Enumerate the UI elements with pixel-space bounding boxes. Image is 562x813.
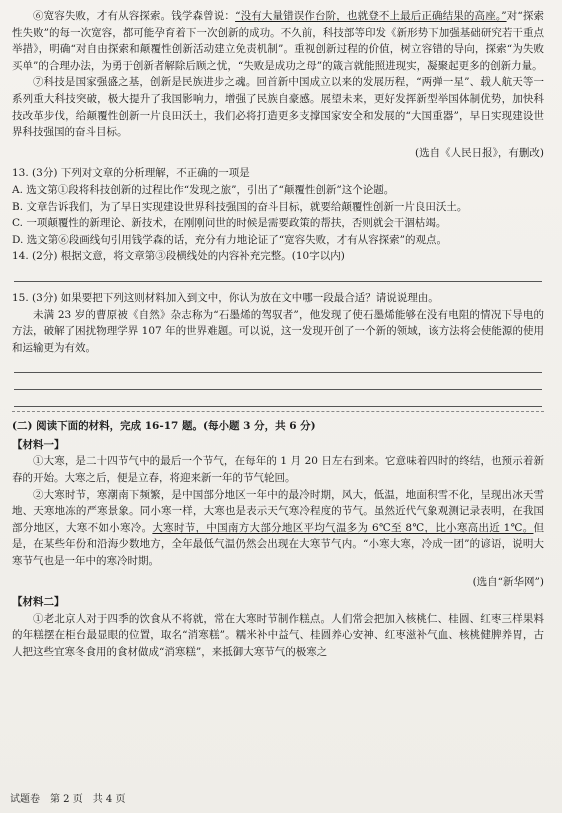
p6-underlined-quote: “没有大量错误作台阶，也就登不上最后正确结果的高座。” — [235, 10, 507, 22]
m1-p2-part-b: 但是，在某些年份和沿海少数地方，全年最低气温仍然会出现在大寒节气内。“小寒大寒，冷成一团”的谚语，说明大寒节气也是一年中的寒冷时期。 — [12, 521, 544, 568]
material-2-paragraph-1: ①老北京人对于四季的饮食从不将就，常在大寒时节制作糕点。人们常会把加入核桃仁、桂圆、红枣三样果料的年糕摆在柜台最显眼的位置，取名“消寒糕”。糯米补中益气、桂圆养心安神、红枣滋补气血、核桃健脾养胃，古人把这些宜寒冬食用的食材做成“消寒糕”，来抵御大寒节气的极寒之 — [12, 612, 544, 658]
article-source: (选自《人民日报》，有删改) — [415, 146, 544, 159]
p6-start: ⑥宽容失败，才有从容探索。钱学森曾说： — [33, 10, 236, 22]
material-1-source: (选自“新华网”) — [472, 575, 544, 588]
question-15-stem: 15. (3分) 如果要把下列这则材料加入到文中，你认为放在文中哪一段最合适？请说说理由。 — [12, 291, 439, 304]
question-15-material: 未满 23 岁的曹原被《自然》杂志称为“石墨烯的驾驭者”，他发现了使石墨烯能够在没有电阻的情况下导电的方法，破解了困扰物理学界 107 年的世界难题。可以说，这一发现开创了一个新的领域，该方法将会使能源的使用和运输更为有效。 — [12, 308, 544, 354]
material-2-label: 【材料二】 — [12, 596, 65, 609]
m1-p2-underlined: 大寒时节，中国南方大部分地区平均气温多为 6℃至 8℃，比小寒高出近 1℃。 — [152, 521, 534, 534]
section-divider — [12, 411, 544, 412]
question-13-option-d[interactable]: D. 选文第⑥段画线句引用钱学森的话，充分有力地论证了“宽容失败，才有从容探索”的观点。 — [12, 233, 447, 246]
article-paragraph-6 — [12, 8, 544, 74]
spacer — [12, 282, 544, 290]
answer-line-15-1[interactable] — [14, 356, 542, 373]
article-paragraph-7: ⑦科技是国家强盛之基，创新是民族进步之魂。回首新中国成立以来的发展历程，“两弹一星”、载人航天等一系列重大科技突破，极大提升了我国影响力，增强了民族自豪感。展望未来，更好发挥新型举国体制优势，加快科技改革步伐，给颠覆性创新一片良田沃土，我们必将打造更多支撑国家安全和发展的“大国重器”，早日实现建设世界科技强国的奋斗目标。 — [12, 76, 544, 139]
material-1-paragraph-1: ①大寒，是二十四节气中的最后一个节气，在每年的 1 月 20 日左右到来。它意味着四时的终结，也预示着新春的开始。大寒之后，便是立春，将迎来新一年的节气轮回。 — [12, 455, 544, 485]
page-footer: 试题卷 第 2 页 共 4 页 — [10, 794, 126, 806]
answer-line-15-2[interactable] — [14, 373, 542, 390]
question-13-option-a[interactable]: A. 选文第①段将科技创新的过程比作“发现之旅”，引出了“颠覆性创新”这个论题。 — [12, 183, 395, 196]
question-13-option-c[interactable]: C. 一项颠覆性的新理论、新技术，在刚刚问世的时候是需要政策的帮扶，否则就会干涸枯竭。 — [12, 217, 447, 230]
question-14-stem: 14. (2分) 根据文意，将文章第③段横线处的内容补充完整。(10字以内) — [12, 250, 345, 263]
material-1-label: 【材料一】 — [12, 438, 65, 451]
material-1-paragraph-2 — [12, 487, 544, 570]
answer-line-14[interactable] — [14, 265, 542, 282]
m1-p2-part-a: ②大寒时节，寒潮南下频繁，是中国部分地区一年中的最冷时期，风大，低温，地面积雪不化，呈现出冰天雪地、天寒地冻的严寒景象。同小寒一样，大寒也是表示天气寒冷程度的节气。虽然近代气象观测记录表明，在我国部分地区，大寒不如小寒冷。 — [12, 488, 544, 534]
part-2-title: (二) 阅读下面的材料，完成 16-17 题。(每小题 3 分，共 6 分) — [12, 420, 316, 433]
answer-line-15-3[interactable] — [14, 390, 542, 407]
p6-rest: 对“探索性失败”的每一次宽容，都可能孕育着下一次创新的成功。不久前，科技部等印发《新形势下加强基础研究若干重点举措》，明确“对自由探索和颠覆性创新活动建立免责机制”。重视创新过程的价值，树立容错的导向，探索“为失败买单”的合理办法，为勇于创新者解除后顾之忧，“失败是成功之母”的箴言就能照进现实，凝聚起更多的创新力量。 — [12, 10, 544, 72]
question-13-stem: 13. (3分) 下列对文章的分析理解，不正确的一项是 — [12, 167, 250, 180]
question-13-option-b[interactable]: B. 文章告诉我们，为了早日实现建设世界科技强国的奋斗目标，就要给颠覆性创新一片良田沃土。 — [12, 200, 468, 213]
